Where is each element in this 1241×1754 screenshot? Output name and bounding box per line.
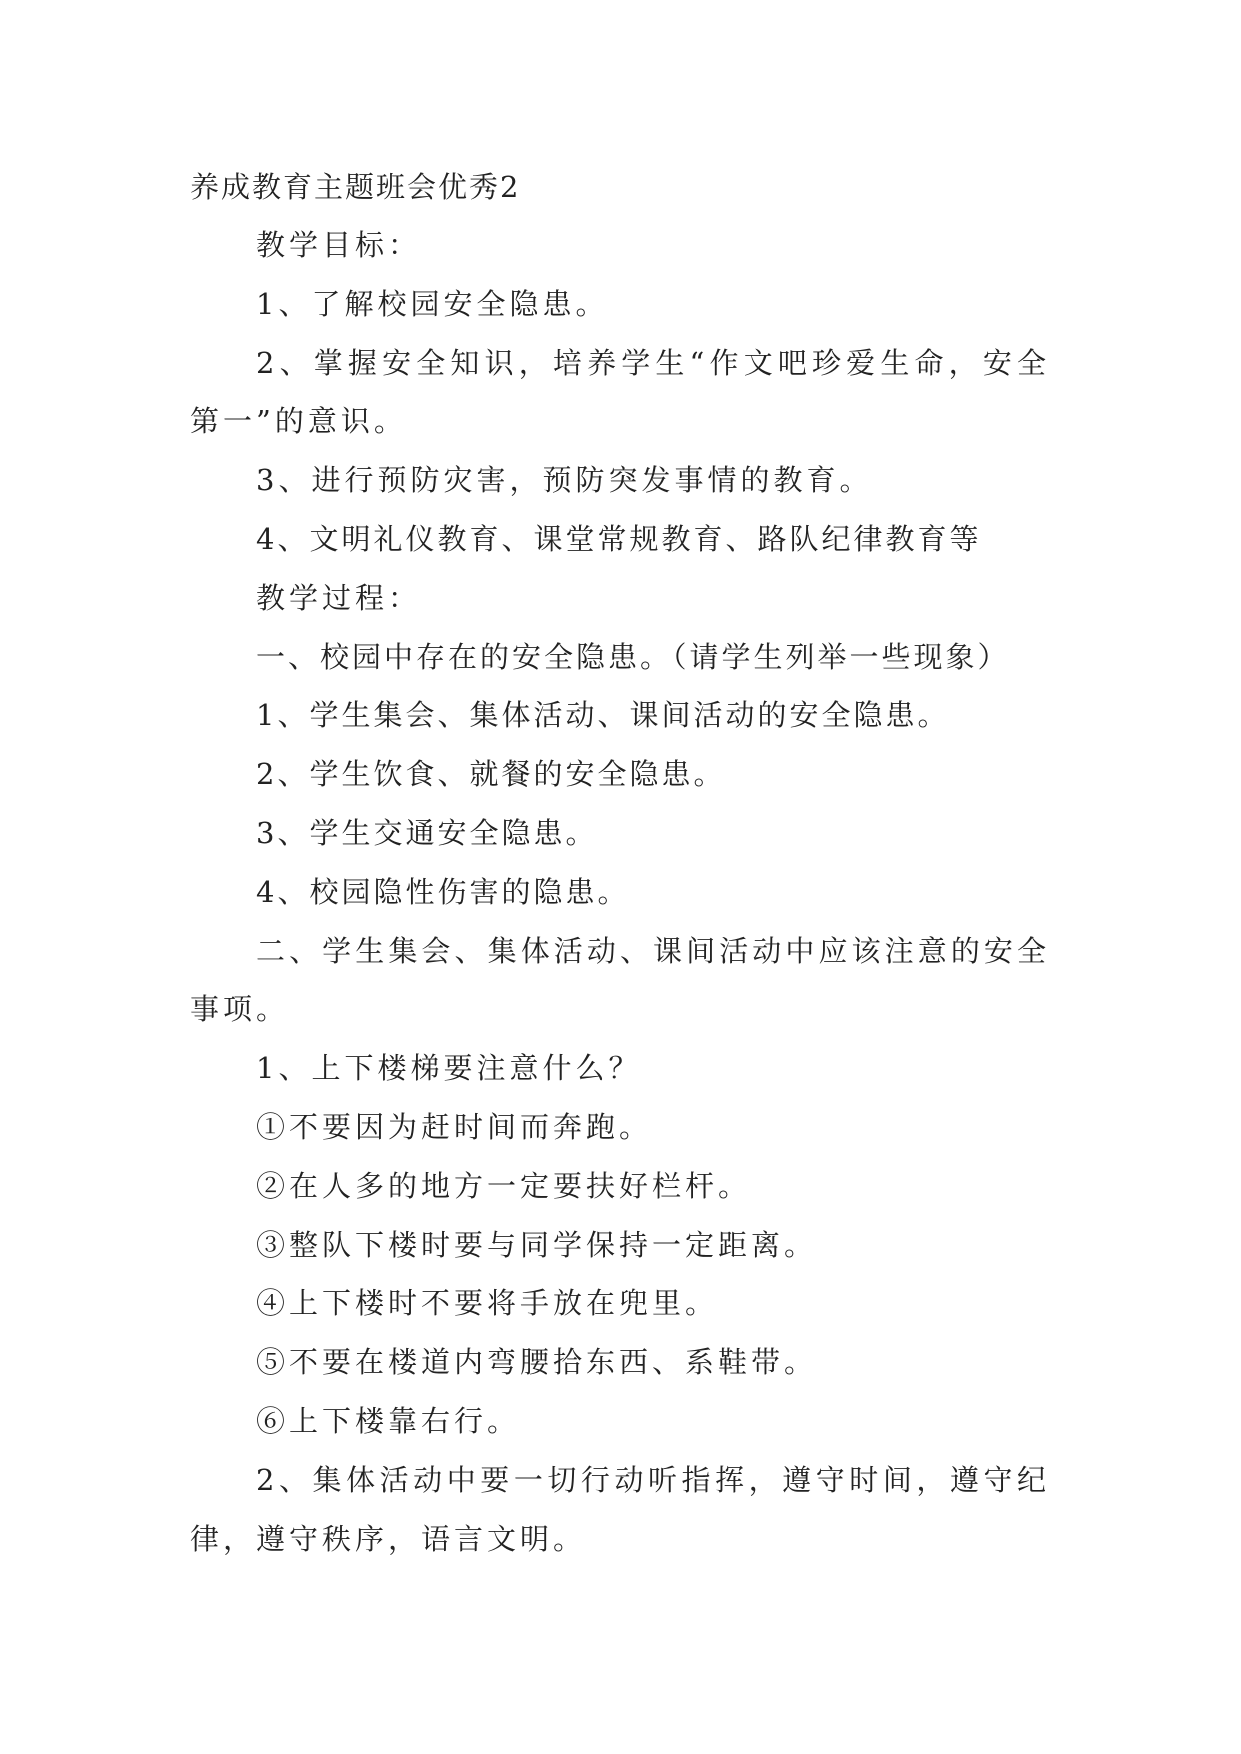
paragraph-goal-4: 4、文明礼仪教育、课堂常规教育、路队纪律教育等 xyxy=(256,521,982,556)
paragraph-goal-3: 3、进行预防灾害，预防突发事情的教育。 xyxy=(256,463,873,498)
document-body xyxy=(190,158,1050,1568)
paragraph-stairs-rule-5: ⑤不要在楼道内弯腰拾东西、系鞋带。 xyxy=(256,1345,818,1380)
paragraph-goal-1: 1、了解校园安全隐患。 xyxy=(256,286,609,321)
paragraph-teaching-goals-heading: 教学目标： xyxy=(256,228,422,262)
paragraph-hazard-4: 4、校园隐性伤害的隐患。 xyxy=(256,874,630,909)
paragraph-stairs-rule-2: ②在人多的地方一定要扶好栏杆。 xyxy=(256,1168,752,1203)
paragraph-hazard-2: 2、学生饮食、就餐的安全隐患。 xyxy=(256,757,726,792)
paragraph-hazard-3: 3、学生交通安全隐患。 xyxy=(256,815,598,850)
paragraph-section-1-heading: 一、校园中存在的安全隐患。（请学生列举一些现象） xyxy=(256,639,1010,674)
paragraph-goal-2: 2、掌握安全知识，培养学生“作文吧珍爱生命，安全第一”的意识。 xyxy=(190,345,1050,439)
paragraph-stairs-rule-1: ①不要因为赶时间而奔跑。 xyxy=(256,1109,653,1144)
document-title: 养成教育主题班会优秀2 xyxy=(190,170,521,204)
paragraph-stairs-question: 1、上下楼梯要注意什么？ xyxy=(256,1051,642,1086)
paragraph-group-activity-rule: 2、集体活动中要一切行动听指挥，遵守时间，遵守纪律，遵守秩序，语言文明。 xyxy=(190,1462,1050,1556)
paragraph-stairs-rule-4: ④上下楼时不要将手放在兜里。 xyxy=(256,1286,719,1321)
paragraph-stairs-rule-3: ③整队下楼时要与同学保持一定距离。 xyxy=(256,1227,818,1262)
paragraph-teaching-process-heading: 教学过程： xyxy=(256,580,422,615)
paragraph-stairs-rule-6: ⑥上下楼靠右行。 xyxy=(256,1403,521,1438)
paragraph-hazard-1: 1、学生集会、集体活动、课间活动的安全隐患。 xyxy=(256,698,950,733)
paragraph-section-2-heading: 二、学生集会、集体活动、课间活动中应该注意的安全事项。 xyxy=(190,933,1050,1027)
